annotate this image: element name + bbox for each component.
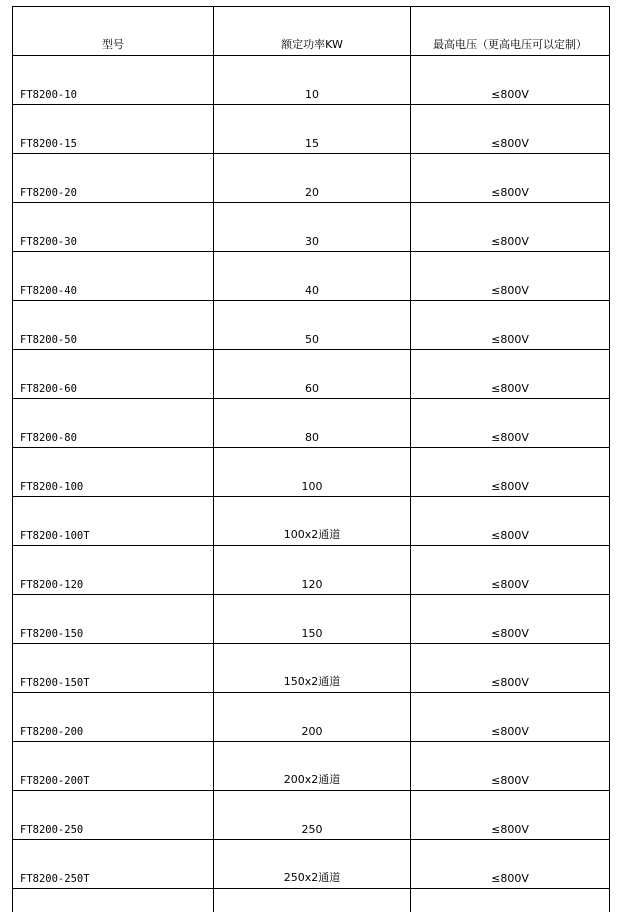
table-row <box>13 595 610 644</box>
voltage-cell: ≤800V <box>411 595 610 644</box>
table-row <box>13 399 610 448</box>
voltage-cell: ≤800V <box>411 497 610 546</box>
header-power: 额定功率KW <box>214 7 411 56</box>
voltage-cell: ≤800V <box>411 644 610 693</box>
voltage-cell: ≤800V <box>411 742 610 791</box>
power-cell: 30 <box>214 203 411 252</box>
table-row <box>13 56 610 105</box>
model-cell: FT8200-200 <box>13 693 214 742</box>
power-cell: 250 <box>214 791 411 840</box>
voltage-cell: ≤800V <box>411 791 610 840</box>
table-row <box>13 497 610 546</box>
power-cell: 40 <box>214 252 411 301</box>
table-row <box>13 840 610 889</box>
table-row <box>13 301 610 350</box>
table-row <box>13 644 610 693</box>
voltage-cell: ≤800V <box>411 301 610 350</box>
table-row <box>13 252 610 301</box>
table-row <box>13 742 610 791</box>
table-row <box>13 203 610 252</box>
power-cell: 60 <box>214 350 411 399</box>
voltage-cell: ≤800V <box>411 105 610 154</box>
voltage-cell: ≤800V <box>411 203 610 252</box>
power-cell: 15 <box>214 105 411 154</box>
voltage-cell: ≤800V <box>411 350 610 399</box>
voltage-cell: ≤800V <box>411 546 610 595</box>
power-cell: 120 <box>214 546 411 595</box>
model-cell: FT8200-150 <box>13 595 214 644</box>
table-row <box>13 693 610 742</box>
power-cell: 100x2通道 <box>214 497 411 546</box>
model-cell: FT8200-250 <box>13 791 214 840</box>
model-cell: FT8200-15 <box>13 105 214 154</box>
model-cell: FT8200-200T <box>13 742 214 791</box>
model-cell: FT8200-100 <box>13 448 214 497</box>
model-cell: FT8200-30 <box>13 203 214 252</box>
model-cell: FT8200-250T <box>13 840 214 889</box>
voltage-cell: ≤800V <box>411 56 610 105</box>
model-cell: FT8200-150T <box>13 644 214 693</box>
power-cell: 100 <box>214 448 411 497</box>
empty-cell <box>411 889 610 912</box>
model-cell: FT8200-120 <box>13 546 214 595</box>
header-model: 型号 <box>13 7 214 56</box>
power-cell: 200 <box>214 693 411 742</box>
empty-cell <box>13 889 214 912</box>
header-row <box>13 7 610 56</box>
power-cell: 150 <box>214 595 411 644</box>
power-cell: 50 <box>214 301 411 350</box>
power-cell: 150x2通道 <box>214 644 411 693</box>
voltage-cell: ≤800V <box>411 399 610 448</box>
table-row <box>13 448 610 497</box>
voltage-cell: ≤800V <box>411 252 610 301</box>
voltage-cell: ≤800V <box>411 840 610 889</box>
power-cell: 80 <box>214 399 411 448</box>
table-row <box>13 105 610 154</box>
header-voltage: 最高电压（更高电压可以定制） <box>411 7 610 56</box>
table-row-partial <box>13 889 610 912</box>
power-cell: 10 <box>214 56 411 105</box>
power-cell: 200x2通道 <box>214 742 411 791</box>
voltage-cell: ≤800V <box>411 448 610 497</box>
model-cell: FT8200-80 <box>13 399 214 448</box>
voltage-cell: ≤800V <box>411 154 610 203</box>
model-cell: FT8200-100T <box>13 497 214 546</box>
table-row <box>13 350 610 399</box>
table-row <box>13 154 610 203</box>
table-row <box>13 791 610 840</box>
power-cell: 250x2通道 <box>214 840 411 889</box>
model-cell: FT8200-60 <box>13 350 214 399</box>
model-cell: FT8200-20 <box>13 154 214 203</box>
empty-cell <box>214 889 411 912</box>
spec-table <box>12 6 610 912</box>
power-cell: 20 <box>214 154 411 203</box>
model-cell: FT8200-40 <box>13 252 214 301</box>
table-row <box>13 546 610 595</box>
voltage-cell: ≤800V <box>411 693 610 742</box>
model-cell: FT8200-50 <box>13 301 214 350</box>
model-cell: FT8200-10 <box>13 56 214 105</box>
